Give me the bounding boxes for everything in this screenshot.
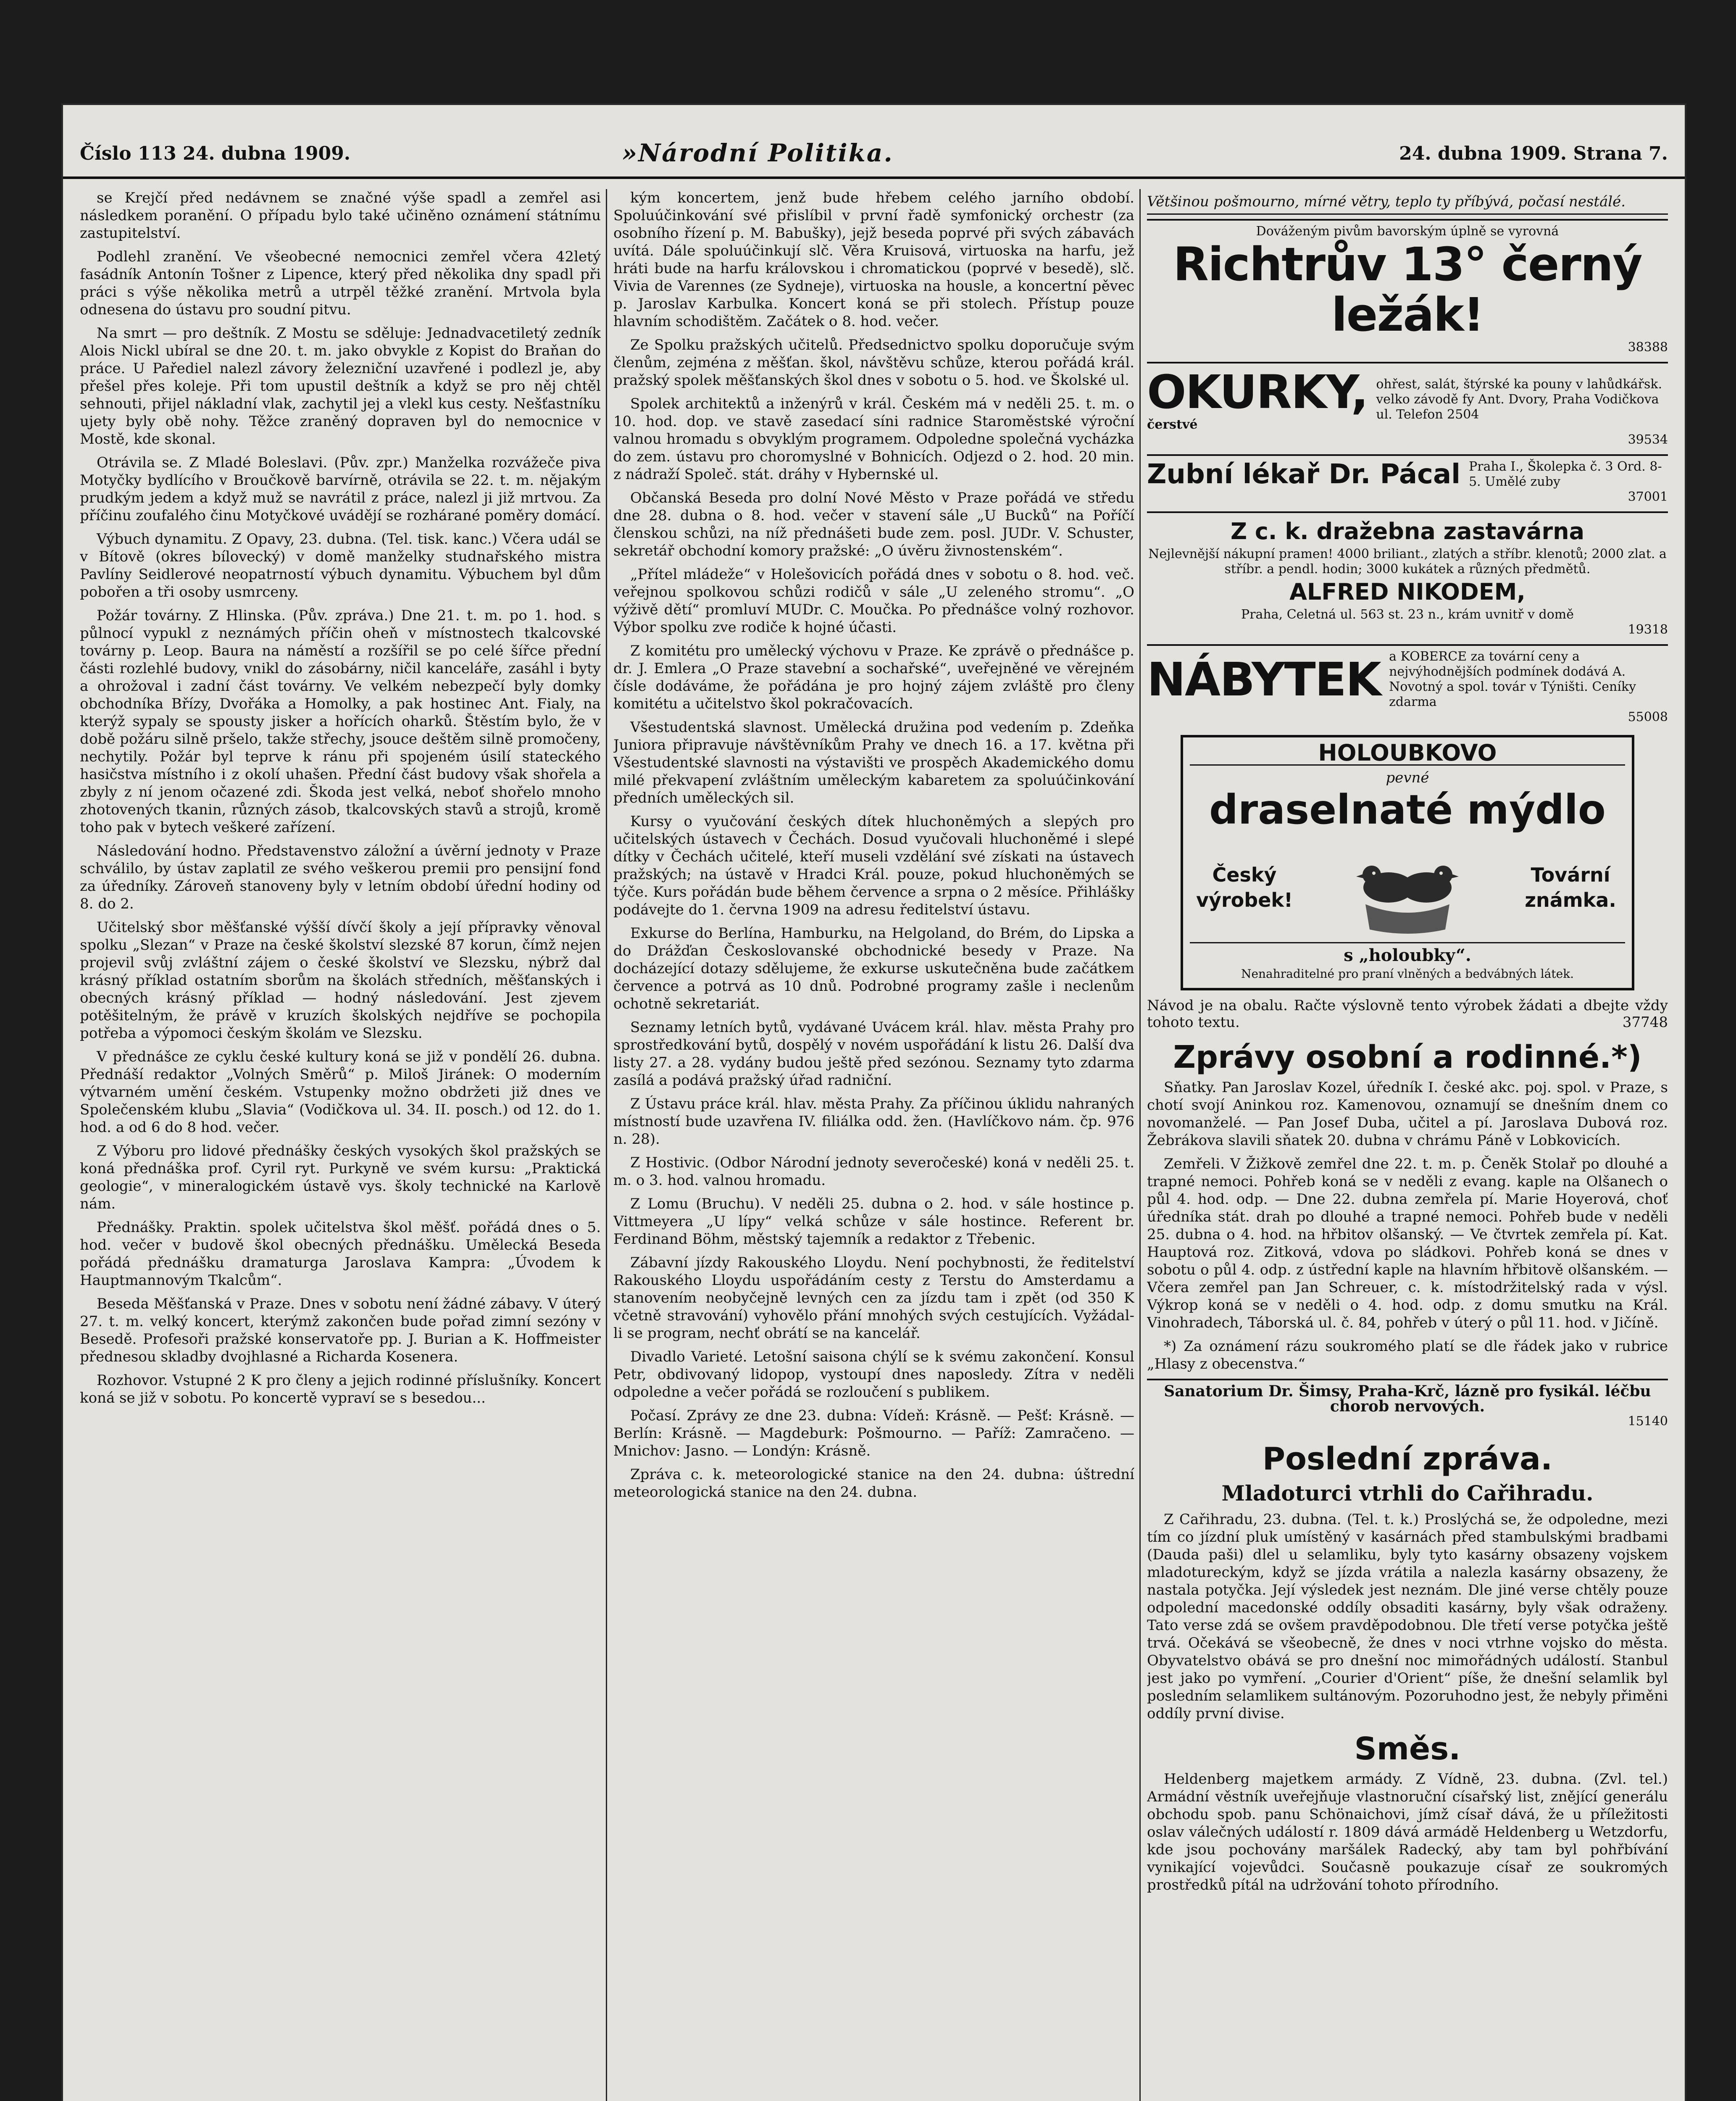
ad-number: 37001 bbox=[1628, 490, 1668, 504]
ad-text: a KOBERCE za tovární ceny a nejvýhodnějších podmínek dodává A. Novotný a spol. továr v Týništi. Ceníky zdarma bbox=[1389, 649, 1636, 709]
ad-text: ohřest, salát, štýrské ka pouny v lahůdkářsk. velko závodě fy Ant. Dvory, Praha Vodičkova ul. Telefon 2504 bbox=[1376, 377, 1662, 422]
weather-forecast: Většinou pošmourno, mírné větry, teplo ty příbývá, počasí nestálé. bbox=[1147, 193, 1668, 215]
article-paragraph: kým koncertem, jenž bude hřebem celého jarního období. Spoluúčinkování své přislíbil v první řadě symfonický orchestr (za osobního řízení p. M. Babušky), jejž beseda poprvé při svých zábavách uvítá. Dále spoluúčinkují slč. Věra Kruisová, virtuoska na harfu, jež hráti bude na harfu královskou i chromatickou (poprvé v besedě), slč. Vivia de Varennes (ze Sydneje), virtuoska na housle, a koncertní pěvec p. Jaroslav Karbulka. Koncert koná se při stolech. Přístup pouze hlavním schodištěm. Začátek o 8. hod. večer. bbox=[613, 190, 1134, 330]
ad-sanatorium bbox=[1147, 1379, 1668, 1432]
article-paragraph: V přednášce ze cyklu české kultury koná se již v pondělí 26. dubna. Přednáší redaktor „Volných Směrů“ p. Miloš Jiránek: O moderním výtvarném umění českém. Vstupenky možno obdržeti již dnes ve Společenském klubu „Slavia“ (Vodičkova ul. 34. II. posch.) od 12. do 1. hod. a od 6 do 8 hod. večer. bbox=[80, 1048, 601, 1136]
article-paragraph: Z Cařihradu, 23. dubna. (Tel. t. k.) Proslýchá se, že odpoledne, mezi tím co jízdní pluk umístěný v kasárnách před stambulskými bradbami (Dauda paši) dlel u selamliku, byly tyto kasárny obsazeny vojskem mladotureckým, když se jízda vrátila a nalezla kasárny obsazeny, že nastala potyčka. Její výsledek jest neznám. Dle jiné verse chtěly pouze odpolední macedonské oddíly obsaditi kasárny, byly však odraženy. Tato verse zdá se ovšem pravděpodobnou. Dle třetí verse potyčka ještě trvá. Očekává se všeobecně, že dnes v noci vtrhne vojsko do města. Obyvatelstvo obává se pro dnešní noc mimořádných událostí. Stanbul jest jako po vymření. „Courier d'Orient“ píše, že dnešní selamlik byl posledním selamlikem sultánovým. Pozoruhodno jest, že nebyly přiměni oddíly první divise. bbox=[1147, 1511, 1668, 1722]
ad-product: draselnaté mýdlo bbox=[1209, 786, 1606, 833]
ad-subline: čerstvé bbox=[1147, 417, 1198, 432]
ad-headline: HOLOUBKOVO bbox=[1190, 744, 1625, 766]
ad-soap-box bbox=[1181, 735, 1634, 990]
ad-right-label: Tovární známka. bbox=[1525, 864, 1616, 911]
ad-name: ALFRED NIKODEM, bbox=[1289, 579, 1526, 605]
article-paragraph: Zpráva c. k. meteorologické stanice na den 24. dubna: úštrední meteorologická stanice na den 24. dubna. bbox=[613, 1466, 1134, 1501]
ad-headline: Zubní lékař Dr. Pácal bbox=[1147, 459, 1461, 490]
article-paragraph: Počasí. Zprávy ze dne 23. dubna: Vídeň: Krásně. — Pešť: Krásně. — Berlín: Krásně. — Magdeburk: Pošmourno. — Paříž: Zamračeno. — Mnichov: Jasno. — Londýn: Krásně. bbox=[613, 1407, 1134, 1459]
article-paragraph: Zábavní jízdy Rakouského Lloydu. Není pochybnosti, že ředitelství Rakouského Lloydu uspořádáním cesty z Terstu do Amsterdamu a stanovením neobyčejně levných cen za jízdu tam i zpět (od 350 K včetně stravování) vyhovělo přání mnohých svých cestujících. Vyžádal-li se program, nechť obrátí se na kancelář. bbox=[613, 1254, 1134, 1342]
article-paragraph: Všestudentská slavnost. Umělecká družina pod vedením p. Zdeňka Juniora připravuje návštěvníkům Prahy ve dnech 16. a 17. května při Všestudentské slavnosti na výstavišti ve prospěch Akademického domu milé překvapení zvláštním uměleckým kabaretem za spoluúčinkování předních uměleckých sil. bbox=[613, 719, 1134, 806]
ad-headline: Z c. k. dražebna zastavárna bbox=[1230, 518, 1585, 545]
ad-number: 15140 bbox=[1628, 1414, 1668, 1429]
ad-note bbox=[1147, 997, 1668, 1031]
article-paragraph: Z Lomu (Bruchu). V neděli 25. dubna o 2. hod. v sále hostince p. Vittmeyera „U lípy“ velká schůze v sále hostince. Referent br. Ferdinand Böhm, městský tajemník a redaktor z Třebenic. bbox=[613, 1195, 1134, 1248]
column-divider bbox=[1139, 189, 1141, 2101]
section-title: Zprávy osobní a rodinné.*) bbox=[1173, 1039, 1642, 1075]
ad-headline: OKURKY, bbox=[1147, 365, 1368, 419]
ad-text: Nejlevnější nákupní pramen! 4000 briliant., zlatých a stříbr. klenotů; 2000 zlat. a stříbr. a pendl. hodin; 3000 kukátek a různých předmětů. bbox=[1148, 547, 1667, 577]
article-paragraph: Ze Spolku pražských učitelů. Předsednictvo spolku doporučuje svým členům, zejména z měšťan. škol, návštěvu schůze, kterou pořádá král. pražský spolek měšťanských škol dnes v sobotu o 5. hod. ve Školské ul. bbox=[613, 337, 1134, 389]
masthead bbox=[63, 130, 1685, 179]
ad-furniture bbox=[1147, 644, 1668, 728]
ad-headline: Richtrův 13° černý ležák! bbox=[1173, 237, 1642, 342]
column-3 bbox=[1147, 189, 1668, 2101]
article-paragraph: Na smrt — pro deštník. Z Mostu se sděluje: Jednadvacetiletý zedník Alois Nickl ubíral se dne 20. t. m. jako obvykle z Kopist do Braňan do práce. U Pařediel nalezl závory železniční uzavřené i podlezl je, aby přešel přes koleje. Při tom upustil deštník a když se pro něj chtěl sehnouti, přijel nákladní vlak, zachytil jej a vlekl kus cesty. Nešťastníku ujety byly obě nohy. Těžce zraněný dopraven byl do nemocnice v Mostě, kde skonal. bbox=[80, 325, 601, 448]
section-title: Poslední zpráva. bbox=[1262, 1441, 1553, 1477]
ad-number: 19318 bbox=[1628, 622, 1668, 637]
article-paragraph: Požár továrny. Z Hlinska. (Pův. zpráva.) Dne 21. t. m. po 1. hod. s půlnocí vypukl z neznámých příčin oheň v místnostech tkalcovské továrny p. Leop. Baura na náměstí a rozšířil se po celé šířce přední části rozlehlé budovy, vnikl do zásobárny, ničil kanceláře, zasáhl i byty a ohrožoval i zadní část továrny. Ve velkém nebezpečí byly domky obchodníka Břízy, Dvořáka a Homolky, a pak hostinec Ant. Fialy, na kterýž sypaly se spousty jisker a hořících oharků. Štěstím bylo, že v době požáru silně pršelo, takže střechy, jsouce deštěm silně promočeny, nechytily. Požár byl teprve k ránu při spojeném úsilí stateckého hasičstva místního i z okolí uhašen. Přední část budovy však shořela a zbyly z ní jenom očazené zdi. Škoda jest velká, neboť shořelo mnoho zhotovených tkanin, různých zásob, tkalcovských stavů a strojů, kromě toho pak v bytech veškeré zařízení. bbox=[80, 607, 601, 836]
article-paragraph: Kursy o vyučování českých dítek hluchoněmých a slepých pro učitelských ústavech v Čechách. Dosud vyučovali hluchoněmé i slepé dítky v Čechách učitelé, kteří museli vzdělání své získati na ústavech pražských; na ústavě v Hradci Král. pouze, pokud hluchoněmých se týče. Kurs pořádán bude během července a srpna o 2 měsíce. Přihlášky podávejte do 1. června 1909 na adresu ředitelství ústavu. bbox=[613, 813, 1134, 918]
newspaper-title: »Národní Politika. bbox=[622, 139, 894, 167]
ad-okurky bbox=[1147, 362, 1668, 451]
section-title: Směs. bbox=[1354, 1731, 1461, 1767]
ad-left-label: Český výrobek! bbox=[1196, 864, 1293, 911]
article-paragraph: Podlehl zranění. Ve všeobecné nemocnici zemřel včera 42letý fasádník Antonín Tošner z Lipence, který před několika dny spadl při práci s výše několika metrů a utrpěl těžké zranění. Mrtvola byla odnesena do ústavu pro soudní pitvu. bbox=[80, 248, 601, 318]
article-paragraph: Učitelský sbor měšťanské výšší dívčí školy a její přípravky věnoval spolku „Slezan“ v Praze na české školství slezské 87 korun, čímž nejen projevil svůj zvláštní zájem o české školství ve Slezsku, nýbrž dal krásný příklad ostatním sborům na školách středních, měšťanských i obecných krásný příklad — hodný následování. Jest zjevem potěšitelným, že právě v kruzích školských nejdříve se pochopila potřeba a výpomoci českým školám ve Slezsku. bbox=[80, 919, 601, 1042]
column-2 bbox=[613, 189, 1134, 2101]
section-subtitle: Mladoturci vtrhli do Cařihradu. bbox=[1221, 1481, 1594, 1506]
ad-dentist bbox=[1147, 454, 1668, 508]
article-paragraph: *) Za oznámení rázu soukromého platí se dle řádek jako v rubrice „Hlasy z obecenstva.“ bbox=[1147, 1338, 1668, 1372]
doves-icon bbox=[1349, 837, 1466, 938]
issue-number: Číslo 113 24. dubna 1909. bbox=[80, 143, 351, 164]
article-paragraph: Přednášky. Praktin. spolek učitelstva škol měšť. pořádá dnes o 5. hod. večer v budově škol obecných přednášku. Umělecká Beseda pořádá přednášku dramaturga Jaroslava Kampra: „Úvodem k Hauptmannovým Tkalcům“. bbox=[80, 1219, 601, 1289]
ad-text: Praha I., Školepka č. 3 Ord. 8-5. Umělé zuby bbox=[1469, 459, 1662, 489]
ad-number: 55008 bbox=[1628, 710, 1668, 724]
newspaper-page bbox=[63, 105, 1685, 2101]
article-paragraph: Z Ústavu práce král. hlav. města Prahy. Za příčinou úklidu nahraných místností bude uzavřena IV. filiálka odd. žen. (Havlíčkovo nám. čp. 976 n. 28). bbox=[613, 1095, 1134, 1148]
ad-number: 39534 bbox=[1628, 432, 1668, 447]
ad-brand-line: s „holoubky“. bbox=[1190, 942, 1625, 964]
ad-subline: pevné bbox=[1386, 769, 1429, 786]
article-paragraph: Beseda Měšťanská v Praze. Dnes v sobotu není žádné zábavy. V úterý 27. t. m. velký koncert, kterýmž zakončen bude pořad zimní sezóny v Besedě. Profesoři pražské konservatoře pp. J. Burian a K. Hoffmeister přednesou skladby dvojhlasné a Richarda Kosenera. bbox=[80, 1295, 601, 1365]
date-and-page: 24. dubna 1909. Strana 7. bbox=[1399, 143, 1668, 164]
article-paragraph: Z komitétu pro umělecký výchovu v Praze. Ke zprávě o přednášce p. dr. J. Emlera „O Praze stavební a sochařské“, uveřejněné ve věrejném čísle dodáváme, že pořádána je pro hojný zájem zvláště pro členy komitétu a učitelstvo škol pokračovacích. bbox=[613, 642, 1134, 712]
article-paragraph: Následování hodno. Představenstvo záložní a úvěrní jednoty v Praze schválilo, by ústav zaplatil ze svého veškerou premii pro pensijní fond za úředníky. Zároveň stanoveny byly v letním období úřední hodiny od 8. do 2. bbox=[80, 843, 601, 912]
article-paragraph: Heldenberg majetkem armády. Z Vídně, 23. dubna. (Zvl. tel.) Armádní věstník uveřejňuje vlastnoruční císařský list, znějící generálu obchodu spob. panu Schönaichovi, jímž císař dává, že u příležitosti oslav válečných událostí r. 1809 dává armádě Heldenberg u Wetzdorfu, kde jsou pochovány maršálek Radecký, aby tam byl pohřbívání vynikající vojevůdci. Současně poukazuje císař ze soukromých prostředků pítál na udržování tohoto přírodního. bbox=[1147, 1771, 1668, 1893]
article-paragraph: „Přítel mládeže“ v Holešovicích pořádá dnes v sobotu o 8. hod. več. veřejnou spolkovou schůzi rodičů v sále „U zeleného stromu“. „O výživě dětí“ promluví MUDr. C. Moučka. Po přednášce volný rozhovor. Výbor spolku zve rodiče k hojné účasti. bbox=[613, 566, 1134, 636]
article-paragraph: Rozhovor. Vstupné 2 K pro členy a jejich rodinné příslušníky. Koncert koná se již v sobotu. Po koncertě vypraví se s besedou... bbox=[80, 1372, 601, 1406]
article-paragraph: Seznamy letních bytů, vydávané Uvácem král. hlav. města Prahy pro sprostředkování bytů, dospělý v novém uspořádání k listu 26. Další dva listy 27. a 28. vydány budou ještě před sezónou. Seznamy tyto zdarma zasílá a podává pražský úřad radniční. bbox=[613, 1019, 1134, 1089]
ad-richtr-beer bbox=[1147, 219, 1668, 358]
ad-address: Praha, Celetná ul. 563 st. 23 n., krám uvnitř v domě bbox=[1241, 607, 1574, 622]
article-paragraph: Spolek architektů a inženýrů v král. Českém má v neděli 25. t. m. o 10. hod. dop. ve stavě zasedací síni radnice Staroměstské výroční valnou hromadu s obvyklým programem. Odpoledne společná vycházka do zem. ústavu pro choromyslné v Bohnicích. Odjezd o 2. hod. 20 min. z nádraží Společ. stát. dráhy v Hybernské ul. bbox=[613, 395, 1134, 483]
article-paragraph: Výbuch dynamitu. Z Opavy, 23. dubna. (Tel. tisk. kanc.) Včera udál se v Bítově (okres bílovecký) v domě manželky studnařského mistra Pavlíny Seidlerové neopatrností výbuch dynamitu. Výbuchem byl dům pobořen a tři osoby usmrceny. bbox=[80, 531, 601, 600]
ad-tagline: Dováženým pivům bavorským úplně se vyrovná bbox=[1256, 224, 1559, 239]
ad-headline: NÁBYTEK bbox=[1147, 653, 1381, 706]
article-paragraph: Občanská Beseda pro dolní Nové Město v Praze pořádá ve středu dne 28. dubna o 8. hod. večer v stavení sále „U Bucků“ na Poříčí členskou schůzi, na níž přednášeti bude zem. posl. JUDr. V. Schuster, sekretář obchodní komory pražské: „O úvěru živnostenském“. bbox=[613, 490, 1134, 559]
column-1 bbox=[80, 189, 601, 2101]
article-paragraph: Z Hostivic. (Odbor Národní jednoty severočeské) koná v neděli 25. t. m. o 3. hod. valnou hromadu. bbox=[613, 1154, 1134, 1189]
ad-note-text: Návod je na obalu. Račte výslovně tento výrobek žádati a dbejte vždy tohoto textu. bbox=[1147, 997, 1668, 1031]
article-paragraph: Exkurse do Berlína, Hamburku, na Helgoland, do Brém, do Lipska a do Drážďan Českoslovanské obchodnické besedy v Praze. Na docházející dotazy sdělujeme, že exkurse uskutečněna bude začátkem července a potrvá as 10 dnů. Podrobné programy zašle i neclenům ochotně sekretariát. bbox=[613, 925, 1134, 1012]
article-paragraph: Z Výboru pro lidové přednášky českých vysokých škol pražských se koná přednáška prof. Cyril ryt. Purkyně ve svém kursu: „Praktická geologie“, v mineralogickém ústavě vys. školy technické na Karlově nám. bbox=[80, 1143, 601, 1212]
article-paragraph: Zemřeli. V Žižkově zemřel dne 22. t. m. p. Čeněk Stolař po dlouhé a trapné nemoci. Pohřeb koná se v neděli z evang. kaple na Olšanech o půl 4. hod. odp. — Dne 22. dubna zemřela pí. Marie Hoyerová, choť úředníka stát. drah po dlouhé a trapné nemoci. Pohřeb bude v neděli 25. dubna o 4. hod. na hřbitov olšanský. — Ve čtvrtek zemřela pí. Kat. Hauptová roz. Zitková, vdova po sládkovi. Pohřeb koná se dnes v sobotu o půl 4. odp. z ústřední kaple na hlavním hřbitově olšanském. — Včera zemřel pan Jan Schreuer, c. k. místodržitelský rada v výsl. Výkrop koná se v neděli o 4. hod. odp. z domu smutku na Král. Vinohradech, Táborská ul. č. 84, pohřeb v úterý o půl 11. hod. v Jičíně. bbox=[1147, 1156, 1668, 1331]
article-paragraph: Otrávila se. Z Mladé Boleslavi. (Pův. zpr.) Manželka rozvážeče piva Motyčky bydlícího v Broučkově barvírně, otrávila se 22. t. m. nějakým prudkým jedem a když muž se navrátil z práce, nalezl ji již mrtvou. Za příčinu zoufalého činu Motyčkové uvádějí se rozhárané poměry domácí. bbox=[80, 454, 601, 524]
ad-description: Nenahraditelné pro praní vlněných a bedvábných látek. bbox=[1241, 967, 1574, 981]
article-paragraph: se Krejčí před nedávnem se značné výše spadl a zemřel asi následkem poranění. O případu bylo také učiněno oznámení státnímu zastupitelství. bbox=[80, 190, 601, 242]
ad-number: 37748 bbox=[1622, 1014, 1668, 1031]
article-paragraph: Sňatky. Pan Jaroslav Kozel, úředník I. české akc. poj. spol. v Praze, s chotí svojí Aninkou roz. Kamenovou, oznamují se dnešním dnem co novomanželé. — Pan Josef Duba, učitel a pí. Jaroslava Dubová roz. Žebrákova slavili sňatek 20. dubna v chrámu Páně v Lobkovicích. bbox=[1147, 1079, 1668, 1149]
ad-text: Sanatorium Dr. Šimsy, Praha-Krč, lázně pro fysikál. léčbu chorob nervových. bbox=[1164, 1382, 1651, 1415]
ad-pawnshop bbox=[1147, 511, 1668, 641]
column-divider bbox=[606, 189, 607, 2101]
ad-number: 38388 bbox=[1628, 340, 1668, 355]
article-paragraph: Divadlo Varieté. Letošní saisona chýlí se k svému zakončení. Konsul Petr, obdivovaný lidopop, vystoupí dnes naposledy. Zítra v neděli odpoledne a večer pořádá se rozloučení s publikem. bbox=[613, 1348, 1134, 1401]
